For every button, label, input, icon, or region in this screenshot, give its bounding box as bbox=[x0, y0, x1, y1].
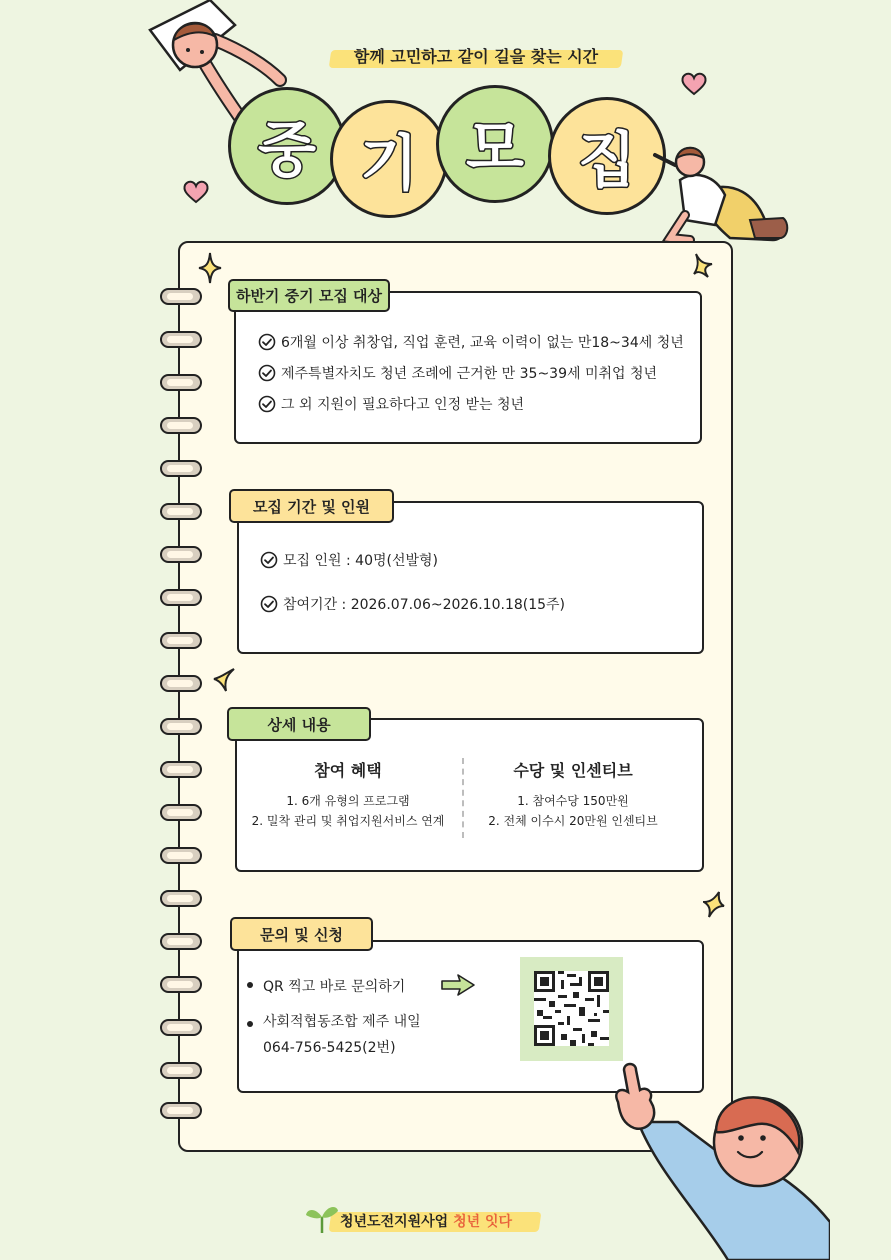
check-circle-icon bbox=[258, 364, 276, 382]
benefits-line: 1. 6개 유형의 프로그램 bbox=[286, 794, 410, 808]
target-item-text: 그 외 지원이 필요하다고 인정 받는 청년 bbox=[281, 397, 525, 413]
notebook-ring bbox=[160, 331, 202, 348]
sparkle-icon bbox=[692, 252, 714, 278]
notebook-ring bbox=[160, 804, 202, 821]
allowance-line: 1. 참여수당 150만원 bbox=[517, 794, 629, 808]
notebook-ring bbox=[160, 933, 202, 950]
title-char-2: 기 bbox=[330, 100, 448, 218]
allowance-column bbox=[473, 758, 673, 831]
arrow-right-icon bbox=[440, 973, 476, 997]
notebook-ring bbox=[160, 589, 202, 606]
notebook-ring bbox=[160, 847, 202, 864]
sparkle-icon bbox=[212, 667, 236, 693]
subtitle-banner bbox=[330, 42, 622, 70]
contact-tag: 문의 및 신청 bbox=[230, 917, 373, 951]
notebook-ring bbox=[160, 1062, 202, 1079]
footer-text bbox=[340, 1211, 512, 1231]
phone-number: 064-756-5425(2번) bbox=[263, 1040, 396, 1056]
notebook-ring bbox=[160, 718, 202, 735]
qr-code-icon[interactable] bbox=[534, 971, 609, 1046]
notebook-ring bbox=[160, 417, 202, 434]
target-tag: 하반기 중기 모집 대상 bbox=[228, 279, 390, 312]
notebook-ring bbox=[160, 1019, 202, 1036]
notebook-ring bbox=[160, 288, 202, 305]
character-crawling-illustration bbox=[645, 140, 790, 245]
period-item-1 bbox=[260, 550, 438, 570]
notebook-ring bbox=[160, 675, 202, 692]
period-tag: 모집 기간 및 인원 bbox=[229, 489, 394, 523]
check-circle-icon bbox=[258, 395, 276, 413]
heart-icon bbox=[680, 72, 708, 96]
allowance-title: 수당 및 인센티브 bbox=[513, 761, 633, 780]
contact-org-item bbox=[247, 1015, 421, 1061]
notebook-ring bbox=[160, 1102, 202, 1119]
period-item-text: 모집 인원 : 40명(선발형) bbox=[283, 553, 438, 569]
subtitle-text: 함께 고민하고 같이 길을 찾는 시간 bbox=[353, 47, 599, 66]
contact-qr-item bbox=[247, 976, 405, 996]
benefits-column bbox=[243, 758, 453, 831]
heart-icon bbox=[182, 180, 210, 204]
notebook-ring bbox=[160, 374, 202, 391]
qr-code-frame[interactable] bbox=[520, 957, 623, 1061]
notebook-ring bbox=[160, 460, 202, 477]
target-item-2 bbox=[258, 363, 657, 383]
notebook-ring bbox=[160, 503, 202, 520]
title-char-3: 모 bbox=[436, 85, 554, 203]
character-pointing-illustration bbox=[598, 1062, 830, 1260]
check-circle-icon bbox=[260, 551, 278, 569]
target-item-text: 제주특별자치도 청년 조례에 근거한 만 35~39세 미취업 청년 bbox=[281, 366, 658, 382]
period-item-text: 참여기간 : 2026.07.06~2026.10.18(15주) bbox=[283, 597, 566, 613]
sparkle-icon bbox=[198, 252, 222, 284]
allowance-line: 2. 전체 이수시 20만원 인센티브 bbox=[488, 814, 658, 828]
footer-slogan: 청년 잇다 bbox=[453, 1214, 513, 1230]
notebook-ring bbox=[160, 976, 202, 993]
target-item-3 bbox=[258, 394, 524, 414]
notebook-ring bbox=[160, 632, 202, 649]
title-char-1: 중 bbox=[228, 87, 346, 205]
benefits-line: 2. 밀착 관리 및 취업지원서비스 연계 bbox=[251, 814, 445, 828]
target-item-text: 6개월 이상 취창업, 직업 훈련, 교육 이력이 없는 만18~34세 청년 bbox=[281, 335, 684, 351]
check-circle-icon bbox=[260, 595, 278, 613]
period-card bbox=[237, 501, 704, 654]
check-circle-icon bbox=[258, 333, 276, 351]
column-divider bbox=[462, 758, 464, 838]
footer-program: 청년도전지원사업 bbox=[340, 1214, 449, 1230]
bullet-dot bbox=[247, 982, 253, 988]
notebook-ring bbox=[160, 761, 202, 778]
detail-tag: 상세 내용 bbox=[227, 707, 371, 741]
notebook-ring bbox=[160, 890, 202, 907]
benefits-title: 참여 혜택 bbox=[314, 761, 382, 780]
title-char-4: 집 bbox=[548, 97, 666, 215]
qr-text: QR 찍고 바로 문의하기 bbox=[263, 979, 406, 995]
sparkle-icon bbox=[703, 890, 725, 918]
org-name: 사회적협동조합 제주 내일 bbox=[263, 1014, 421, 1030]
period-item-2 bbox=[260, 594, 565, 614]
bullet-dot bbox=[247, 1021, 253, 1027]
sprout-icon bbox=[305, 1203, 339, 1235]
target-item-1 bbox=[258, 332, 684, 352]
notebook-ring bbox=[160, 546, 202, 563]
